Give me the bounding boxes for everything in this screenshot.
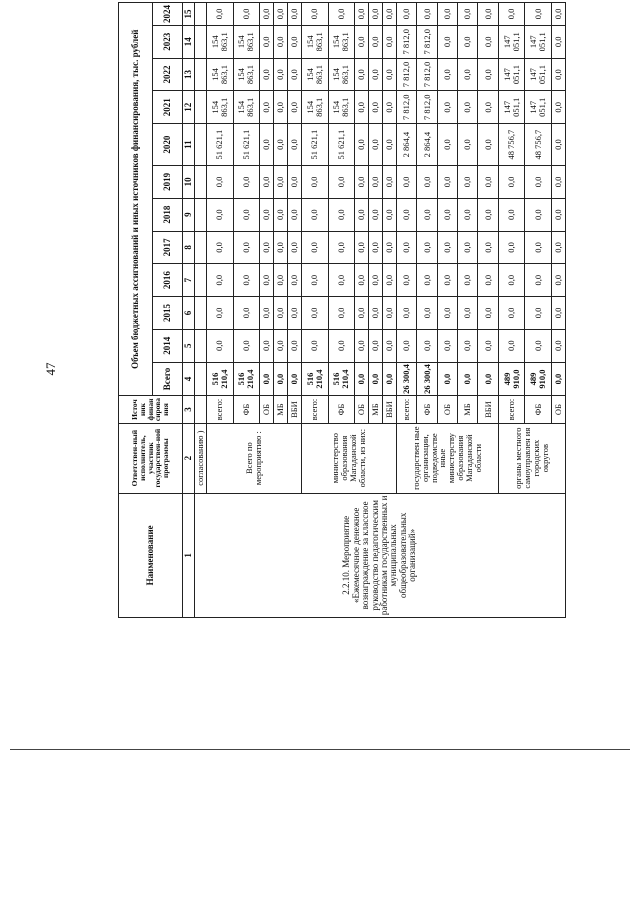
year-value: 0,0 <box>288 198 302 231</box>
header-col-number: 10 <box>183 165 195 198</box>
year-value: 0,0 <box>207 297 234 330</box>
year-value: 51 621,1 <box>301 124 328 166</box>
total-value: 0,0 <box>274 362 288 396</box>
year-value: 0,0 <box>396 3 416 26</box>
year-value: 0,0 <box>288 3 302 26</box>
year-value: 154 863,1 <box>233 91 260 124</box>
total-value: 26 300,4 <box>417 362 437 396</box>
total-value: 516 210,4 <box>301 362 328 396</box>
responsible-executor: органы местного самоуправлен ия городских округов <box>498 423 565 493</box>
year-value: 0,0 <box>207 3 234 26</box>
activity-name: 2.2.10. Мероприятие «Ежемесячное денежное вознаграждение за классное руководство педагогическим работникам государственных и муниципальных общеобразовательных организаций» <box>195 493 566 617</box>
year-value: 0,0 <box>382 198 396 231</box>
year-value: 0,0 <box>437 198 457 231</box>
year-value: 0,0 <box>382 297 396 330</box>
year-value: 0,0 <box>382 25 396 58</box>
year-value: 0,0 <box>328 3 355 26</box>
year-value: 0,0 <box>260 297 274 330</box>
year-value: 0,0 <box>369 231 383 264</box>
year-value: 0,0 <box>396 297 416 330</box>
header-col-number: 4 <box>183 362 195 396</box>
year-value: 2 864,4 <box>417 124 437 166</box>
year-value: 0,0 <box>288 25 302 58</box>
funding-source: ВБИ <box>382 396 396 423</box>
year-value: 154 863,1 <box>207 58 234 91</box>
empty-cell <box>195 165 207 198</box>
year-value: 0,0 <box>274 231 288 264</box>
empty-cell <box>195 58 207 91</box>
year-value: 0,0 <box>551 58 565 91</box>
year-value: 147 051,1 <box>498 91 525 124</box>
funding-source: всего: <box>396 396 416 423</box>
total-value: 0,0 <box>369 362 383 396</box>
year-value: 48 756,7 <box>525 124 552 166</box>
year-value: 0,0 <box>288 297 302 330</box>
year-value: 0,0 <box>369 124 383 166</box>
carry-over-text: согласованию ) <box>195 423 207 493</box>
total-value: 26 300,4 <box>396 362 416 396</box>
year-value: 0,0 <box>437 3 457 26</box>
year-value: 0,0 <box>369 165 383 198</box>
header-col-number: 12 <box>183 91 195 124</box>
year-value: 0,0 <box>478 329 498 362</box>
year-value: 0,0 <box>525 264 552 297</box>
year-value: 0,0 <box>437 124 457 166</box>
year-value: 7 812,0 <box>417 58 437 91</box>
year-value: 0,0 <box>551 329 565 362</box>
year-value: 0,0 <box>437 231 457 264</box>
year-value: 0,0 <box>551 264 565 297</box>
funding-source: всего: <box>301 396 328 423</box>
year-value: 0,0 <box>355 3 369 26</box>
total-value: 489 910,0 <box>525 362 552 396</box>
year-value: 0,0 <box>382 165 396 198</box>
funding-source: МБ <box>274 396 288 423</box>
empty-cell <box>195 264 207 297</box>
year-value: 0,0 <box>288 329 302 362</box>
year-value: 0,0 <box>382 91 396 124</box>
year-value: 0,0 <box>288 124 302 166</box>
funding-source: ОБ <box>355 396 369 423</box>
year-value: 0,0 <box>355 297 369 330</box>
year-value: 0,0 <box>233 297 260 330</box>
year-value: 0,0 <box>525 3 552 26</box>
year-value: 0,0 <box>369 91 383 124</box>
year-value: 0,0 <box>355 198 369 231</box>
empty-cell <box>195 396 207 423</box>
year-value: 0,0 <box>458 297 478 330</box>
year-value: 0,0 <box>369 3 383 26</box>
empty-cell <box>195 91 207 124</box>
year-value: 0,0 <box>328 198 355 231</box>
year-value: 147 051,1 <box>525 25 552 58</box>
header-source: Источ ник финан сирова ния <box>119 396 183 423</box>
year-value: 0,0 <box>207 264 234 297</box>
year-value: 0,0 <box>355 58 369 91</box>
header-year: 2019 <box>153 165 183 198</box>
year-value: 0,0 <box>233 264 260 297</box>
year-value: 0,0 <box>233 165 260 198</box>
empty-cell <box>195 329 207 362</box>
year-value: 0,0 <box>355 25 369 58</box>
year-value: 0,0 <box>369 25 383 58</box>
year-value: 0,0 <box>525 297 552 330</box>
year-value: 0,0 <box>301 3 328 26</box>
year-value: 0,0 <box>417 3 437 26</box>
year-value: 0,0 <box>260 198 274 231</box>
year-value: 0,0 <box>458 231 478 264</box>
year-value: 0,0 <box>396 264 416 297</box>
header-col-number: 13 <box>183 58 195 91</box>
year-value: 0,0 <box>437 297 457 330</box>
header-year: 2020 <box>153 124 183 166</box>
year-value: 0,0 <box>260 91 274 124</box>
total-value: 0,0 <box>288 362 302 396</box>
year-value: 0,0 <box>355 165 369 198</box>
year-value: 0,0 <box>478 124 498 166</box>
header-year: 2016 <box>153 264 183 297</box>
funding-source: ФБ <box>417 396 437 423</box>
budget-table <box>118 2 566 618</box>
year-value: 0,0 <box>458 91 478 124</box>
total-value: 0,0 <box>382 362 396 396</box>
year-value: 0,0 <box>417 198 437 231</box>
year-value: 51 621,1 <box>207 124 234 166</box>
year-value: 0,0 <box>478 58 498 91</box>
total-value: 0,0 <box>437 362 457 396</box>
year-value: 0,0 <box>437 264 457 297</box>
year-value: 0,0 <box>478 3 498 26</box>
year-value: 0,0 <box>498 297 525 330</box>
header-responsible: Ответствен-ный исполнитель, участник государствен-ной программы <box>119 423 183 493</box>
year-value: 0,0 <box>301 198 328 231</box>
funding-source: ФБ <box>328 396 355 423</box>
total-value: 489 910,0 <box>498 362 525 396</box>
year-value: 0,0 <box>207 231 234 264</box>
year-value: 0,0 <box>260 329 274 362</box>
year-value: 154 863,1 <box>207 25 234 58</box>
year-value: 0,0 <box>274 264 288 297</box>
total-value: 516 210,4 <box>233 362 260 396</box>
empty-cell <box>195 231 207 264</box>
year-value: 0,0 <box>478 231 498 264</box>
year-value: 0,0 <box>260 58 274 91</box>
total-value: 0,0 <box>478 362 498 396</box>
header-year: 2014 <box>153 329 183 362</box>
header-name: Наименование <box>119 493 183 617</box>
year-value: 0,0 <box>437 25 457 58</box>
year-value: 0,0 <box>288 58 302 91</box>
year-value: 0,0 <box>498 264 525 297</box>
year-value: 0,0 <box>382 231 396 264</box>
funding-source: ВБИ <box>478 396 498 423</box>
year-value: 0,0 <box>458 329 478 362</box>
year-value: 0,0 <box>355 231 369 264</box>
header-col-number: 5 <box>183 329 195 362</box>
responsible-executor: министерство образования Магаданской области, из них: <box>301 423 396 493</box>
year-value: 0,0 <box>458 58 478 91</box>
year-value: 0,0 <box>233 329 260 362</box>
total-value: 0,0 <box>260 362 274 396</box>
year-value: 0,0 <box>525 198 552 231</box>
year-value: 0,0 <box>260 25 274 58</box>
year-value: 0,0 <box>274 91 288 124</box>
year-value: 0,0 <box>274 3 288 26</box>
empty-cell <box>195 198 207 231</box>
year-value: 0,0 <box>458 3 478 26</box>
empty-cell <box>195 25 207 58</box>
year-value: 147 051,1 <box>498 58 525 91</box>
empty-cell <box>195 124 207 166</box>
year-value: 154 863,1 <box>233 58 260 91</box>
year-value: 0,0 <box>274 329 288 362</box>
empty-cell <box>195 297 207 330</box>
total-value: 0,0 <box>355 362 369 396</box>
year-value: 0,0 <box>274 25 288 58</box>
year-value: 0,0 <box>478 297 498 330</box>
year-value: 0,0 <box>498 329 525 362</box>
funding-source: всего: <box>207 396 234 423</box>
year-value: 0,0 <box>207 329 234 362</box>
responsible-executor: Всего по мероприятию : <box>207 423 302 493</box>
year-value: 0,0 <box>328 165 355 198</box>
year-value: 0,0 <box>382 3 396 26</box>
year-value: 154 863,1 <box>328 58 355 91</box>
year-value: 7 812,0 <box>417 91 437 124</box>
header-year: 2015 <box>153 297 183 330</box>
year-value: 0,0 <box>328 231 355 264</box>
year-value: 0,0 <box>328 297 355 330</box>
year-value: 7 812,0 <box>396 25 416 58</box>
year-value: 0,0 <box>551 297 565 330</box>
header-year: 2021 <box>153 91 183 124</box>
year-value: 0,0 <box>355 264 369 297</box>
funding-source: ОБ <box>260 396 274 423</box>
funding-source: ОБ <box>551 396 565 423</box>
year-value: 0,0 <box>382 264 396 297</box>
year-value: 0,0 <box>498 165 525 198</box>
year-value: 154 863,1 <box>301 58 328 91</box>
year-value: 0,0 <box>498 231 525 264</box>
rotated-table-container <box>118 2 566 618</box>
year-value: 0,0 <box>396 329 416 362</box>
funding-source: МБ <box>369 396 383 423</box>
header-year: 2017 <box>153 231 183 264</box>
year-value: 0,0 <box>478 165 498 198</box>
responsible-executor: государствен ные организации, подведомстве нные министерству образования Магаданской области <box>396 423 498 493</box>
year-value: 0,0 <box>328 329 355 362</box>
year-value: 0,0 <box>355 124 369 166</box>
year-value: 0,0 <box>551 3 565 26</box>
year-value: 0,0 <box>274 198 288 231</box>
year-value: 0,0 <box>458 165 478 198</box>
funding-source: ФБ <box>233 396 260 423</box>
total-value: 0,0 <box>551 362 565 396</box>
header-col-number: 8 <box>183 231 195 264</box>
year-value: 154 863,1 <box>328 91 355 124</box>
funding-source: МБ <box>458 396 478 423</box>
year-value: 0,0 <box>437 165 457 198</box>
header-col-number: 3 <box>183 396 195 423</box>
total-value: 516 210,4 <box>328 362 355 396</box>
total-value: 516 210,4 <box>207 362 234 396</box>
year-value: 0,0 <box>355 329 369 362</box>
year-value: 0,0 <box>396 231 416 264</box>
year-value: 0,0 <box>288 264 302 297</box>
year-value: 0,0 <box>478 198 498 231</box>
total-value: 0,0 <box>458 362 478 396</box>
year-value: 0,0 <box>207 165 234 198</box>
year-value: 0,0 <box>478 91 498 124</box>
year-value: 0,0 <box>260 3 274 26</box>
year-value: 0,0 <box>382 124 396 166</box>
year-value: 0,0 <box>551 91 565 124</box>
year-value: 0,0 <box>417 231 437 264</box>
year-value: 0,0 <box>437 91 457 124</box>
year-value: 0,0 <box>417 165 437 198</box>
year-value: 0,0 <box>551 165 565 198</box>
year-value: 0,0 <box>288 91 302 124</box>
year-value: 147 051,1 <box>525 58 552 91</box>
year-value: 0,0 <box>382 329 396 362</box>
year-value: 0,0 <box>417 329 437 362</box>
year-value: 48 756,7 <box>498 124 525 166</box>
year-value: 0,0 <box>301 165 328 198</box>
year-value: 0,0 <box>369 264 383 297</box>
year-value: 51 621,1 <box>328 124 355 166</box>
year-value: 0,0 <box>551 25 565 58</box>
header-col-number: 9 <box>183 198 195 231</box>
year-value: 154 863,1 <box>328 25 355 58</box>
year-value: 2 864,4 <box>396 124 416 166</box>
year-value: 0,0 <box>437 329 457 362</box>
year-value: 0,0 <box>288 231 302 264</box>
year-value: 154 863,1 <box>207 91 234 124</box>
header-year: 2022 <box>153 58 183 91</box>
year-value: 0,0 <box>437 58 457 91</box>
year-value: 0,0 <box>396 198 416 231</box>
year-value: 0,0 <box>458 25 478 58</box>
year-value: 7 812,0 <box>396 58 416 91</box>
year-value: 154 863,1 <box>233 25 260 58</box>
year-value: 0,0 <box>498 198 525 231</box>
year-value: 147 051,1 <box>498 25 525 58</box>
header-year: 2024 <box>153 3 183 26</box>
year-value: 0,0 <box>288 165 302 198</box>
year-value: 0,0 <box>369 198 383 231</box>
year-value: 0,0 <box>551 124 565 166</box>
header-col-number: 1 <box>183 493 195 617</box>
year-value: 0,0 <box>301 297 328 330</box>
year-value: 0,0 <box>233 231 260 264</box>
funding-source: всего: <box>498 396 525 423</box>
header-col-number: 11 <box>183 124 195 166</box>
year-value: 0,0 <box>274 165 288 198</box>
year-value: 0,0 <box>260 165 274 198</box>
header-col-number: 15 <box>183 3 195 26</box>
header-col-number: 6 <box>183 297 195 330</box>
funding-source: ОБ <box>437 396 457 423</box>
year-value: 0,0 <box>525 231 552 264</box>
year-value: 0,0 <box>551 231 565 264</box>
year-value: 0,0 <box>233 198 260 231</box>
header-col-number: 2 <box>183 423 195 493</box>
year-value: 7 812,0 <box>396 91 416 124</box>
year-value: 154 863,1 <box>301 25 328 58</box>
year-value: 0,0 <box>525 329 552 362</box>
year-value: 0,0 <box>260 231 274 264</box>
year-value: 0,0 <box>301 231 328 264</box>
year-value: 7 812,0 <box>417 25 437 58</box>
header-col-number: 7 <box>183 264 195 297</box>
year-value: 51 621,1 <box>233 124 260 166</box>
year-value: 0,0 <box>551 198 565 231</box>
year-value: 0,0 <box>458 124 478 166</box>
year-value: 0,0 <box>417 297 437 330</box>
year-value: 0,0 <box>274 297 288 330</box>
header-total: Всего <box>153 362 183 396</box>
year-value: 0,0 <box>396 165 416 198</box>
header-year: 2018 <box>153 198 183 231</box>
empty-cell <box>195 362 207 396</box>
header-volume: Объем бюджетных ассигнований и иных источников финансирования, тыс. рублей <box>119 3 153 396</box>
year-value: 154 863,1 <box>301 91 328 124</box>
page-divider-line <box>10 749 630 750</box>
year-value: 0,0 <box>274 58 288 91</box>
empty-cell <box>195 3 207 26</box>
year-value: 0,0 <box>301 329 328 362</box>
year-value: 0,0 <box>355 91 369 124</box>
year-value: 0,0 <box>417 264 437 297</box>
year-value: 0,0 <box>260 124 274 166</box>
header-year: 2023 <box>153 25 183 58</box>
year-value: 0,0 <box>478 264 498 297</box>
year-value: 0,0 <box>478 25 498 58</box>
year-value: 0,0 <box>458 198 478 231</box>
table-row <box>195 3 207 618</box>
year-value: 0,0 <box>525 165 552 198</box>
year-value: 0,0 <box>382 58 396 91</box>
year-value: 0,0 <box>498 3 525 26</box>
funding-source: ФБ <box>525 396 552 423</box>
year-value: 147 051,1 <box>525 91 552 124</box>
year-value: 0,0 <box>328 264 355 297</box>
funding-source: ВБИ <box>288 396 302 423</box>
year-value: 0,0 <box>369 58 383 91</box>
year-value: 0,0 <box>207 198 234 231</box>
year-value: 0,0 <box>233 3 260 26</box>
year-value: 0,0 <box>458 264 478 297</box>
year-value: 0,0 <box>301 264 328 297</box>
year-value: 0,0 <box>369 297 383 330</box>
header-col-number: 14 <box>183 25 195 58</box>
year-value: 0,0 <box>369 329 383 362</box>
year-value: 0,0 <box>274 124 288 166</box>
year-value: 0,0 <box>260 264 274 297</box>
page-number: 47 <box>43 362 58 376</box>
